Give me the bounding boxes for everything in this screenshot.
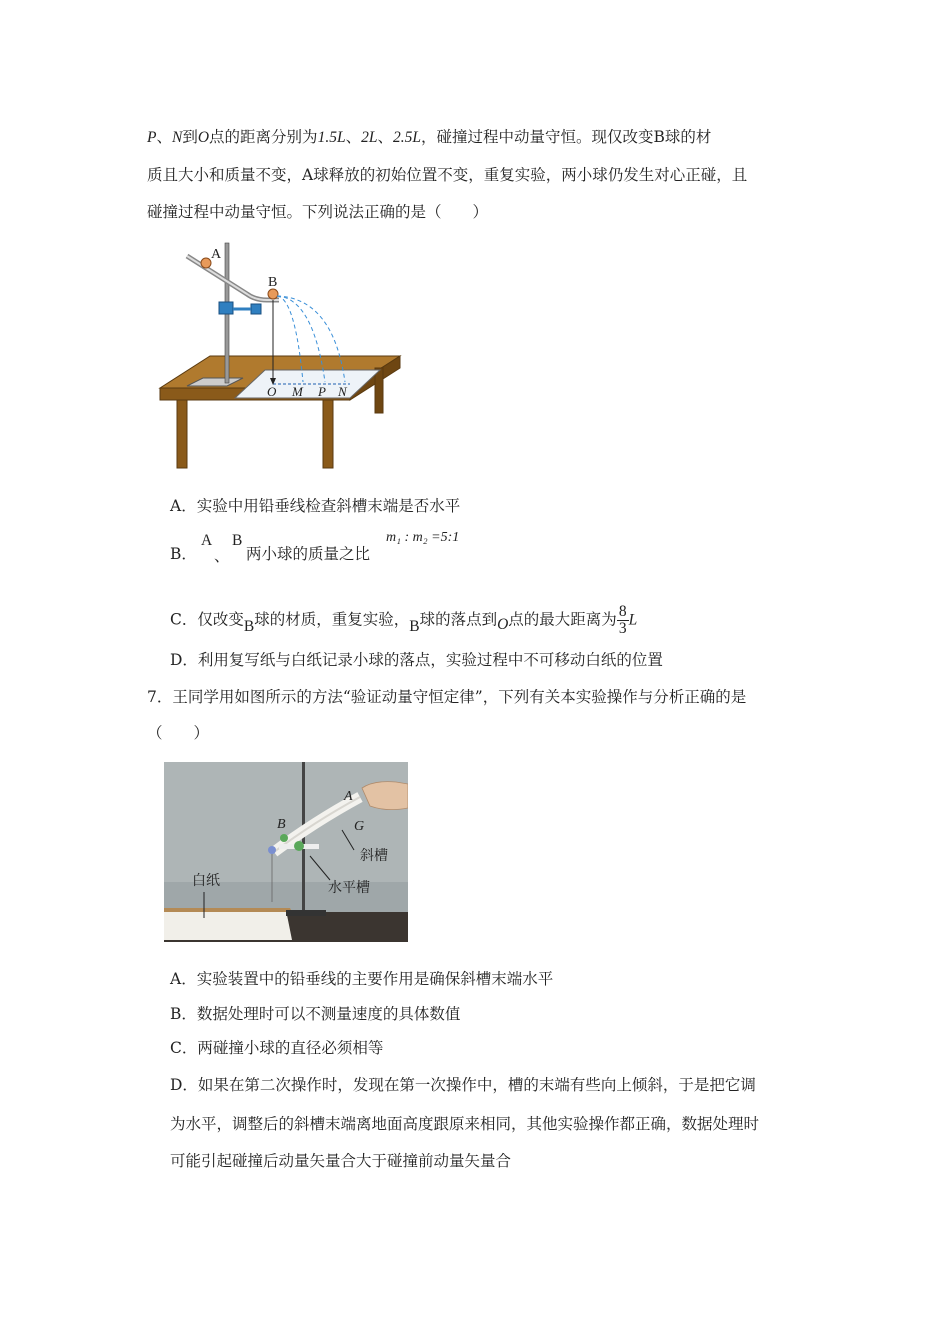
label-m: M bbox=[292, 384, 303, 399]
q7-stem-line1: 7．王同学用如图所示的方法“验证动量守恒定律”，下列有关本实验操作与分析正确的是 bbox=[147, 688, 747, 706]
q7-option-b: B．数据处理时可以不测量速度的具体数值 bbox=[170, 1005, 461, 1023]
photo-label-level: 水平槽 bbox=[328, 880, 370, 896]
q6-stem-line2: 质且大小和质量不变，A球释放的初始位置不变，重复实验，两小球仍发生对心正碰，且 bbox=[147, 166, 748, 184]
ball-b: B bbox=[409, 617, 420, 635]
distance-3: 2.5L bbox=[392, 129, 421, 146]
ball-b: B bbox=[243, 617, 255, 635]
collision-apparatus-figure bbox=[155, 238, 405, 473]
point-n: N bbox=[171, 129, 183, 146]
q6-stem-line1 bbox=[147, 126, 711, 149]
q6-option-b bbox=[170, 530, 460, 565]
q6-stem-line3: 碰撞过程中动量守恒。下列说法正确的是（ ） bbox=[147, 203, 489, 221]
label-b: B bbox=[268, 275, 278, 290]
point-o: O bbox=[497, 615, 509, 633]
numerator: 8 bbox=[618, 603, 627, 620]
denominator: 3 bbox=[618, 620, 627, 637]
distance-1: 1.5L bbox=[317, 129, 346, 146]
text: 球的落点到 bbox=[419, 610, 498, 629]
text: C．仅改变 bbox=[170, 610, 244, 629]
photo-label-b: B bbox=[277, 817, 286, 832]
sep: 、 bbox=[214, 547, 230, 565]
text: 点的最大距离为 bbox=[508, 610, 617, 629]
label-n: N bbox=[338, 384, 347, 399]
label-o: O bbox=[267, 384, 277, 399]
sep: 、 bbox=[156, 128, 172, 146]
text: ，碰撞过程中动量守恒。现仅改变B球的材 bbox=[420, 128, 712, 146]
q7-option-a: A．实验装置中的铅垂线的主要作用是确保斜槽末端水平 bbox=[170, 970, 554, 988]
experiment-photo bbox=[164, 762, 408, 942]
q7-option-d-line2: 为水平，调整后的斜槽末端离地面高度跟原来相同，其他实验操作都正确，数据处理时 bbox=[170, 1115, 760, 1133]
fraction bbox=[617, 604, 629, 637]
point-o: O bbox=[197, 129, 210, 146]
q6-option-c bbox=[170, 604, 637, 637]
mass-ratio: m₁ : m₂ =5:1 bbox=[386, 530, 460, 545]
text: 两小球的质量之比 bbox=[246, 545, 371, 563]
q6-option-d: D．利用复写纸与白纸记录小球的落点，实验过程中不可移动白纸的位置 bbox=[170, 651, 663, 669]
photo-label-paper: 白纸 bbox=[192, 873, 220, 889]
photo-label-g: G bbox=[354, 819, 365, 834]
q7-stem-line2: （ ） bbox=[147, 724, 210, 742]
photo-label-a: A bbox=[344, 789, 353, 804]
text: 到 bbox=[182, 128, 198, 146]
sep: 、 bbox=[377, 128, 393, 146]
ball-b: B bbox=[232, 532, 243, 549]
photo-label-chute: 斜槽 bbox=[360, 848, 388, 864]
sep: 、 bbox=[345, 128, 362, 146]
length-l: L bbox=[628, 611, 638, 629]
text: 点的距离分别为 bbox=[209, 128, 318, 146]
q7-option-d-line3: 可能引起碰撞后动量矢量合大于碰撞前动量矢量合 bbox=[170, 1152, 512, 1170]
text: 球的材质，重复实验， bbox=[254, 610, 410, 629]
label-a: A bbox=[211, 247, 222, 262]
ball-a: A bbox=[201, 532, 213, 549]
q7-option-d-line1: D．如果在第二次操作时，发现在第一次操作中，槽的末端有些向上倾斜，于是把它调 bbox=[170, 1076, 756, 1094]
q6-option-a: A．实验中用铅垂线检查斜槽末端是否水平 bbox=[170, 497, 461, 515]
point-p: P bbox=[147, 129, 157, 146]
option-prefix: B． bbox=[170, 545, 197, 563]
q7-option-c: C．两碰撞小球的直径必须相等 bbox=[170, 1039, 384, 1057]
distance-2: 2L bbox=[361, 129, 378, 146]
label-p: P bbox=[318, 384, 326, 399]
